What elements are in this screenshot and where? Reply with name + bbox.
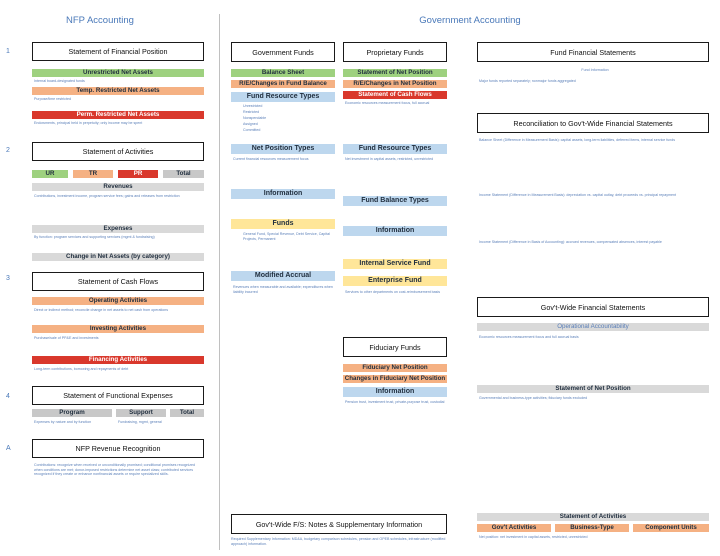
soa-note-1: Contributions, investment income, program service fees; gains and releases from restriction (34, 194, 180, 198)
prop-snp-bar: Statement of Net Position (343, 69, 447, 77)
prop-funds-title: Proprietary Funds (366, 47, 424, 57)
gwfs-title: Gov't-Wide Financial Statements (540, 302, 646, 312)
gov-funds-note-1: Current financial resources measurement focus (233, 157, 309, 161)
scf-note-2: Purchase/sale of PP&E and investments (34, 336, 99, 340)
financing-bar: Financing Activities (32, 356, 204, 364)
section-number-2: 2 (6, 147, 10, 154)
scf-note-3: Long-term contributions, borrowing and repayments of debt (34, 367, 129, 371)
section-number-4: 4 (6, 393, 10, 400)
gwfs-box (477, 297, 709, 317)
temp-restricted-bar: Temp. Restricted Net Assets (32, 87, 204, 95)
gov-balance-sheet-bar: Balance Sheet (231, 69, 335, 77)
soa-col-pr: PR (118, 170, 158, 178)
operating-bar: Operating Activities (32, 297, 204, 305)
section-number-1: 1 (6, 48, 10, 55)
gov-funds-box (231, 42, 335, 62)
fid-funds-title: Fiduciary Funds (369, 342, 421, 352)
soa-col-total: Total (163, 170, 204, 178)
section-number-a: A (6, 445, 11, 452)
gov-info-bar: Information (231, 189, 335, 199)
notes-supp-title: Gov't-Wide F/S: Notes & Supplementary Information (255, 519, 423, 529)
gov-funds-title: Government Funds (252, 47, 314, 57)
soa-col-tr: TR (73, 170, 113, 178)
soa-title: Statement of Activities (82, 147, 154, 156)
prop-note-3: Services to other departments on cost-reimbursement basis (345, 290, 441, 294)
gov-type-3: Nonspendable (243, 116, 267, 120)
rev-title-box (32, 439, 204, 458)
soa-col-ur: UR (32, 170, 68, 178)
prop-info-bar: Information (343, 226, 447, 236)
notes-supp-box (231, 514, 447, 534)
scf-title: Statement of Cash Flows (77, 277, 159, 286)
perm-restricted-bar: Perm. Restricted Net Assets (32, 111, 204, 119)
prop-balance-types-bar: Fund Balance Types (343, 196, 447, 206)
prop-note-2: Net investment in capital assets, restricted, unrestricted (345, 157, 434, 161)
recon-title: Reconciliation to Gov't-Wide Financial Statements (513, 118, 673, 128)
sfe-col-support: Support (116, 409, 166, 417)
sfe-title-box (32, 386, 204, 405)
fund-fs-sub: Fund Information (581, 68, 609, 72)
section-number-3: 3 (6, 275, 10, 282)
sfp-note-1: Internal board-designated funds (34, 79, 85, 83)
gov-title: Government Accounting (419, 15, 521, 26)
gwfs-col-bt: Business-Type (555, 524, 629, 532)
prop-isf-bar: Internal Service Fund (343, 259, 447, 269)
prop-note-1: Economic resources measurement focus, full accrual (345, 101, 430, 105)
change-net-assets-bar: Change in Net Assets (by category) (32, 253, 204, 261)
gov-changes-bar: R/E/Changes in Fund Balance (231, 80, 335, 88)
rev-note: Contributions: recognize when received or unconditionally promised; conditional promises recognized when conditions are met; donor-imposed restrictions determine net asset class; contributed services recognized if they create or enhance nonfinancial assets or require specialized skills. (34, 463, 196, 477)
sfe-note-1: Expenses by nature and by function (34, 420, 92, 424)
sfp-title: Statement of Financial Position (68, 47, 168, 56)
gov-type-2: Restricted (243, 110, 260, 114)
rev-title: NFP Revenue Recognition (75, 444, 161, 453)
investing-bar: Investing Activities (32, 325, 204, 333)
gov-funds-note-2: General Fund, Special Revenue, Debt Service, Capital Projects, Permanent (243, 232, 330, 241)
gwfs-np-bar: Statement of Net Position (477, 385, 709, 393)
scf-note-1: Direct or indirect method; reconcile change in net assets to net cash from operations (34, 308, 169, 312)
fid-np-bar: Fiduciary Net Position (343, 364, 447, 372)
sfp-note-2: Purpose/time restricted (34, 97, 71, 101)
gwfs-note-2: Governmental and business-type activities; fiduciary funds excluded (479, 396, 588, 400)
gov-type-5: Committed (243, 128, 261, 132)
column-divider (219, 14, 220, 550)
sfe-col-program: Program (32, 409, 112, 417)
gov-types-bar: Fund Resource Types (231, 92, 335, 102)
prop-scf-bar: Statement of Cash Flows (343, 91, 447, 99)
revenues-bar: Revenues (32, 183, 204, 191)
recon-box (477, 113, 709, 133)
gov-type-4: Assigned (243, 122, 258, 126)
scf-title-box (32, 272, 204, 291)
unrestricted-bar: Unrestricted Net Assets (32, 69, 204, 77)
fund-fs-note: Major funds reported separately; nonmajor funds aggregated (479, 79, 576, 83)
fund-fs-box (477, 42, 709, 62)
gwfs-act-bar: Statement of Activities (477, 513, 709, 521)
sfe-title: Statement of Functional Expenses (63, 391, 173, 400)
prop-ent-bar: Enterprise Fund (343, 276, 447, 286)
gwfs-col-gov: Gov't Activities (477, 524, 551, 532)
recon-note-1: Balance Sheet (Difference in Measurement Basis): capital assets, long-term liabilities, deferred items, internal service funds (479, 138, 676, 142)
prop-types-bar: Fund Resource Types (343, 144, 447, 154)
gov-funds-note-3: Revenues when measurable and available; expenditures when liability incurred (233, 285, 333, 294)
gov-mod-accrual-bar: Modified Accrual (231, 271, 335, 281)
prop-funds-box (343, 42, 447, 62)
fund-fs-title: Fund Financial Statements (550, 47, 636, 57)
gwfs-note-3: Net position: net investment in capital assets, restricted, unrestricted (479, 535, 588, 539)
sfp-note-3: Endowments, principal held in perpetuity; only income may be spent (34, 121, 143, 125)
sfe-note-2: Fundraising, mgmt, general (118, 420, 162, 424)
notes-supp-text: Required Supplementary Information: MD&A, budgetary comparison schedules, pension and OPEB schedules, infrastructure (modified approach) information. (231, 537, 446, 546)
gov-np-types-bar: Net Position Types (231, 144, 335, 154)
prop-changes-bar: R/E/Changes in Net Position (343, 80, 447, 88)
fid-changes-bar: Changes in Fiduciary Net Position (344, 375, 446, 382)
gwfs-note-1: Economic resources measurement focus and full accrual basis (479, 335, 579, 339)
fid-info-bar: Information (343, 387, 447, 397)
gwfs-col-cu: Component Units (633, 524, 709, 532)
gov-funds-list-bar: Funds (231, 219, 335, 229)
nfp-title: NFP Accounting (66, 15, 134, 26)
expenses-bar: Expenses (32, 225, 204, 233)
fid-note: Pension trust, investment trust, private-purpose trust, custodial (345, 400, 445, 404)
recon-note-2: Income Statement (Difference in Measurement Basis): depreciation vs. capital outlay, debt proceeds vs. principal repayment (479, 193, 677, 197)
soa-note-2: By function: program services and supporting services (mgmt & fundraising) (34, 235, 155, 239)
sfe-col-total: Total (170, 409, 204, 417)
recon-note-3: Income Statement (Difference in Basis of Accounting): accrued revenues, compensated absences, interest payable (479, 240, 662, 244)
sfp-title-box (32, 42, 204, 61)
gov-type-1: Unrestricted (243, 104, 263, 108)
gwfs-sub: Operational Accountability (477, 323, 709, 331)
soa-title-box (32, 142, 204, 161)
fid-funds-box (343, 337, 447, 357)
